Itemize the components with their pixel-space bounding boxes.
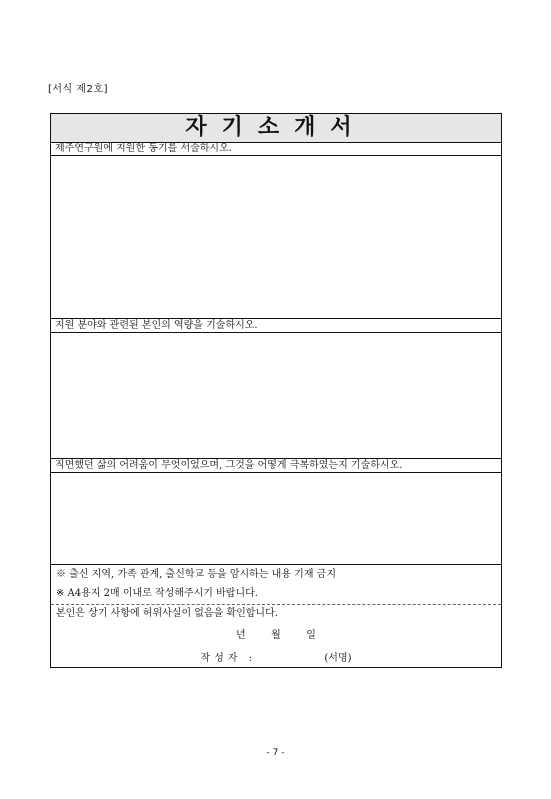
date-day: 일 [306, 630, 316, 641]
question-1-label: 제주연구원에 지원한 동기를 서술하시오. [51, 142, 501, 156]
signature-line [51, 651, 501, 667]
self-introduction-form [50, 113, 502, 668]
page-number: - 7 - [266, 748, 285, 758]
answer-1-box[interactable] [51, 157, 501, 319]
sign-label: (서명) [324, 653, 352, 664]
answer-3-box[interactable] [51, 474, 501, 565]
date-line [51, 628, 501, 644]
question-2-label: 지원 분야와 관련된 본인의 역량을 기술하시오. [51, 319, 501, 333]
note-personal-info: ※ 출신 지역, 가족 관계, 출신학교 등을 암시하는 내용 기재 금지 [56, 569, 336, 580]
form-title: 자기소개서 [51, 114, 501, 143]
question-3-label: 직면했던 삶의 어려움이 무엇이었으며, 그것을 어떻게 극복하였는지 기술하시오. [51, 459, 501, 473]
writer-label: 작성자 : [200, 653, 257, 664]
confirmation-statement: 본인은 상기 사항에 허위사실이 없음을 확인합니다. [51, 604, 501, 622]
note-page-limit: ※ A4용지 2매 이내로 작성해주시기 바랍니다. [56, 588, 258, 599]
date-month: 월 [271, 630, 281, 641]
date-year: 년 [236, 630, 246, 641]
form-number-label: [서식 제2호] [48, 84, 108, 95]
answer-2-box[interactable] [51, 334, 501, 459]
